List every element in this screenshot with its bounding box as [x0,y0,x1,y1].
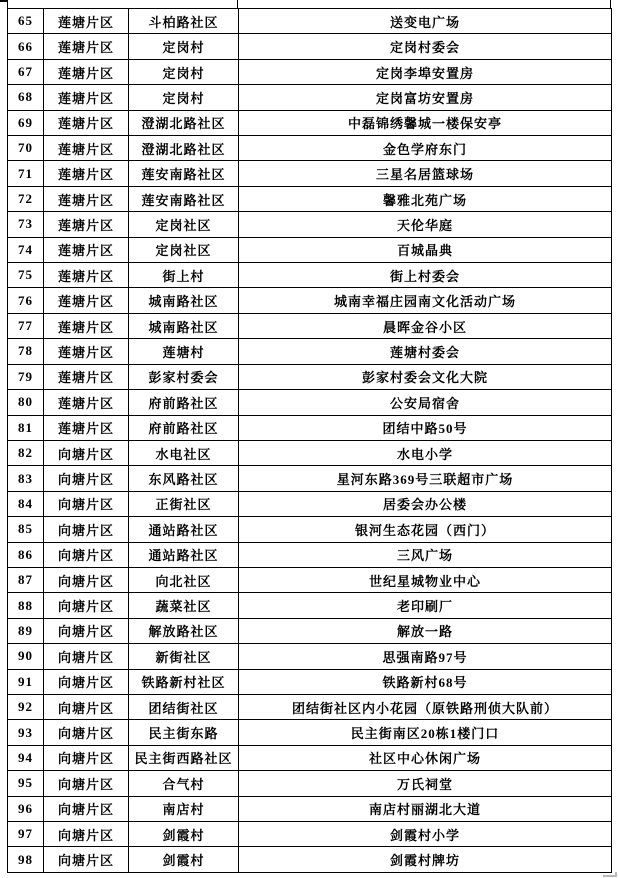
table-row [8,212,612,237]
table-row [8,618,612,643]
row-number-cell: 69 [8,110,44,135]
place-cell: 送变电广场 [239,9,612,34]
place-cell: 水电小学 [239,440,612,465]
place-cell: 团结街社区内小花园（原铁路刑侦大队前） [239,694,612,719]
row-number-cell: 89 [8,618,44,643]
community-cell: 通站路社区 [129,517,239,542]
row-number-cell: 75 [8,263,44,288]
row-number-cell: 98 [8,847,44,872]
community-cell: 街上村 [129,263,239,288]
district-cell: 向塘片区 [44,466,129,491]
table-row [8,136,612,161]
community-cell: 南店村 [129,796,239,821]
place-cell: 居委会办公楼 [239,491,612,516]
district-cell: 莲塘片区 [44,364,129,389]
row-number-cell: 87 [8,567,44,592]
table-row [8,34,612,59]
community-cell: 解放路社区 [129,618,239,643]
district-cell: 向塘片区 [44,796,129,821]
community-cell: 定岗社区 [129,237,239,262]
row-number-cell: 85 [8,517,44,542]
row-number-cell: 93 [8,720,44,745]
community-cell: 莲塘村 [129,339,239,364]
table-row [8,517,612,542]
table-row [8,415,612,440]
row-number-cell: 74 [8,237,44,262]
place-cell: 定岗李埠安置房 [239,59,612,84]
community-cell: 定岗村 [129,59,239,84]
community-cell: 莲安南路社区 [129,161,239,186]
table-row [8,796,612,821]
district-cell: 莲塘片区 [44,161,129,186]
place-cell: 三星名居篮球场 [239,161,612,186]
row-number-cell: 80 [8,390,44,415]
table-row [8,822,612,847]
selection-corner-mark [603,872,617,877]
table-row [8,466,612,491]
table-row [8,237,612,262]
community-cell: 澄湖北路社区 [129,136,239,161]
place-cell: 晨晖金谷小区 [239,313,612,338]
table-row [8,110,612,135]
community-cell: 水电社区 [129,440,239,465]
place-cell: 剑霞村小学 [239,822,612,847]
district-cell: 向塘片区 [44,517,129,542]
place-cell: 民主街南区20栋1楼门口 [239,720,612,745]
district-cell: 向塘片区 [44,771,129,796]
community-cell: 定岗村 [129,85,239,110]
community-cell: 城南路社区 [129,288,239,313]
community-cell: 向北社区 [129,567,239,592]
community-cell: 剑霞村 [129,822,239,847]
place-cell: 金色学府东门 [239,136,612,161]
place-cell: 街上村委会 [239,263,612,288]
district-cell: 向塘片区 [44,618,129,643]
table-row [8,59,612,84]
community-cell: 新街社区 [129,644,239,669]
table-row [8,694,612,719]
community-cell: 府前路社区 [129,390,239,415]
community-cell: 澄湖北路社区 [129,110,239,135]
community-cell: 定岗村 [129,34,239,59]
district-cell: 向塘片区 [44,720,129,745]
community-cell: 通站路社区 [129,542,239,567]
district-cell: 向塘片区 [44,491,129,516]
district-cell: 向塘片区 [44,440,129,465]
place-cell: 团结中路50号 [239,415,612,440]
row-number-cell: 90 [8,644,44,669]
place-cell: 社区中心休闲广场 [239,745,612,770]
table-row [8,313,612,338]
table-row [8,720,612,745]
table-row [8,390,612,415]
table-row [8,745,612,770]
row-number-cell: 66 [8,34,44,59]
row-number-cell: 95 [8,771,44,796]
table-row [8,288,612,313]
community-cell: 剑霞村 [129,847,239,872]
row-number-cell: 78 [8,339,44,364]
row-number-cell: 83 [8,466,44,491]
district-cell: 向塘片区 [44,822,129,847]
place-cell: 星河东路369号三联超市广场 [239,466,612,491]
community-cell: 府前路社区 [129,415,239,440]
border-fragment [237,0,238,8]
row-number-cell: 77 [8,313,44,338]
place-cell: 万氏祠堂 [239,771,612,796]
row-number-cell: 71 [8,161,44,186]
row-number-cell: 94 [8,745,44,770]
row-number-cell: 92 [8,694,44,719]
district-cell: 向塘片区 [44,567,129,592]
table-row [8,491,612,516]
district-cell: 向塘片区 [44,644,129,669]
place-cell: 银河生态花园（西门） [239,517,612,542]
row-number-cell: 82 [8,440,44,465]
border-fragment [7,0,8,8]
district-cell: 莲塘片区 [44,85,129,110]
place-cell: 定岗村委会 [239,34,612,59]
place-cell: 天伦华庭 [239,212,612,237]
community-cell: 正街社区 [129,491,239,516]
table-row [8,9,612,34]
row-number-cell: 88 [8,593,44,618]
community-cell: 彭家村委会 [129,364,239,389]
district-cell: 向塘片区 [44,847,129,872]
row-number-cell: 79 [8,364,44,389]
community-cell: 团结街社区 [129,694,239,719]
table-row [8,669,612,694]
row-number-cell: 72 [8,186,44,211]
community-cell: 东风路社区 [129,466,239,491]
row-number-cell: 70 [8,136,44,161]
community-cell: 民主街东路 [129,720,239,745]
place-cell: 定岗富坊安置房 [239,85,612,110]
community-cell: 合气村 [129,771,239,796]
place-cell: 老印刷厂 [239,593,612,618]
table-row [8,263,612,288]
place-cell: 三风广场 [239,542,612,567]
row-number-cell: 68 [8,85,44,110]
place-cell: 南店村丽湖北大道 [239,796,612,821]
row-number-cell: 86 [8,542,44,567]
row-number-cell: 73 [8,212,44,237]
community-cell: 民主街西路社区 [129,745,239,770]
previous-row-fragment [0,0,618,8]
table-body [8,9,612,873]
row-number-cell: 67 [8,59,44,84]
row-number-cell: 91 [8,669,44,694]
district-cell: 莲塘片区 [44,339,129,364]
community-cell: 斗柏路社区 [129,9,239,34]
row-number-cell: 96 [8,796,44,821]
checkpoint-location-table [7,8,612,873]
border-fragment [610,0,611,8]
district-cell: 莲塘片区 [44,263,129,288]
table-row [8,339,612,364]
place-cell: 解放一路 [239,618,612,643]
place-cell: 馨雅北苑广场 [239,186,612,211]
table-row [8,847,612,872]
place-cell: 世纪星城物业中心 [239,567,612,592]
district-cell: 莲塘片区 [44,237,129,262]
district-cell: 莲塘片区 [44,288,129,313]
district-cell: 莲塘片区 [44,59,129,84]
row-number-cell: 81 [8,415,44,440]
place-cell: 公安局宿舍 [239,390,612,415]
place-cell: 铁路新村68号 [239,669,612,694]
community-cell: 蔬菜社区 [129,593,239,618]
district-cell: 莲塘片区 [44,212,129,237]
table-row [8,440,612,465]
table-row [8,542,612,567]
district-cell: 莲塘片区 [44,9,129,34]
table-row [8,85,612,110]
district-cell: 向塘片区 [44,694,129,719]
district-cell: 莲塘片区 [44,390,129,415]
district-cell: 莲塘片区 [44,186,129,211]
row-number-cell: 84 [8,491,44,516]
district-cell: 向塘片区 [44,745,129,770]
community-cell: 莲安南路社区 [129,186,239,211]
place-cell: 彭家村委会文化大院 [239,364,612,389]
table-row [8,644,612,669]
district-cell: 向塘片区 [44,669,129,694]
row-number-cell: 97 [8,822,44,847]
row-number-cell: 76 [8,288,44,313]
table-row [8,567,612,592]
row-number-cell: 65 [8,9,44,34]
place-cell: 剑霞村牌坊 [239,847,612,872]
place-cell: 百城晶典 [239,237,612,262]
place-cell: 城南幸福庄园南文化活动广场 [239,288,612,313]
district-cell: 莲塘片区 [44,313,129,338]
district-cell: 向塘片区 [44,593,129,618]
table-row [8,161,612,186]
table-row [8,593,612,618]
district-cell: 莲塘片区 [44,34,129,59]
place-cell: 莲塘村委会 [239,339,612,364]
district-cell: 向塘片区 [44,542,129,567]
table-row [8,771,612,796]
district-cell: 莲塘片区 [44,110,129,135]
place-cell: 思强南路97号 [239,644,612,669]
community-cell: 铁路新村社区 [129,669,239,694]
district-cell: 莲塘片区 [44,136,129,161]
community-cell: 城南路社区 [129,313,239,338]
table-row [8,186,612,211]
community-cell: 定岗社区 [129,212,239,237]
place-cell: 中磊锦绣馨城一楼保安亭 [239,110,612,135]
district-cell: 莲塘片区 [44,415,129,440]
table-row [8,364,612,389]
